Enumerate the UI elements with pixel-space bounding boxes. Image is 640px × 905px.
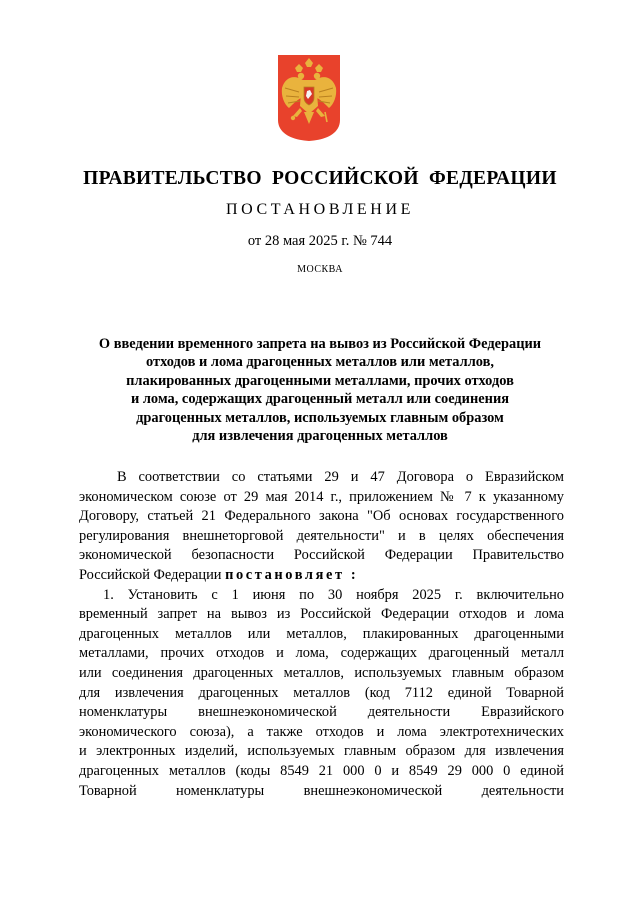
subject-line: отходов и лома драгоценных металлов или металлов, [146,354,494,371]
preamble-line: регулирования внешнеторговой деятельности" и в целях обеспечения [79,527,564,544]
document-subject [60,335,580,445]
preamble-line: В соответствии со статьями 29 и 47 Договора о Евразийском [117,469,564,485]
preamble-line: экономической безопасности Российской Федерации Правительство [79,547,564,564]
subject-line: для извлечения драгоценных металлов [192,428,448,445]
item-line: 1. Установить с 1 июня по 30 ноября 2025 г. включительно [103,586,564,603]
item-line: и электронных изделий, используемых главным образом для извлечения [79,743,564,760]
government-title: ПРАВИТЕЛЬСТВО РОССИЙСКОЙ ФЕДЕРАЦИИ [83,168,557,189]
document-body [79,468,564,801]
subject-line: О введении временного запрета на вывоз из Российской Федерации [98,336,542,352]
document-date-number: от 28 мая 2025 г. № 744 [247,233,393,249]
coat-of-arms-emblem [277,54,341,142]
item-line: Товарной номенклатуры внешнеэкономической деятельности [79,782,564,799]
item-line: для извлечения драгоценных металлов (код 7112 единой Товарной [79,684,564,701]
document-type: ПОСТАНОВЛЕНИЕ [226,201,414,218]
preamble-last-line [79,566,564,586]
item-line: временный запрет на вывоз из Российской Федерации отходов и лома [79,606,564,623]
subject-line: плакированных драгоценными металлами, прочих отходов [126,372,514,389]
resolves-word: постановляет : [225,566,359,583]
preamble-line: Российской Федерации [79,566,222,583]
preamble-line: Договору, статьей 21 Федерального закона "Об основах государственного [79,508,564,525]
item-line: номенклатуры внешнеэкономической деятельности Евразийского [79,704,564,721]
item-line: экономического союза), а также отходов и лома электротехнических [79,723,564,740]
item-line: драгоценных металлов или металлов, плакированных драгоценными [79,625,564,642]
item-line: или соединения драгоценных металлов, используемых главным образом [79,664,564,681]
document-city: МОСКВА [297,264,343,275]
preamble-line: экономическом союзе от 29 мая 2014 г., приложением № 7 к указанному [79,488,564,505]
item-line: металлами, прочих отходов и лома, содержащих драгоценный металл [79,645,564,662]
item-line: драгоценных металлов (коды 8549 21 000 0 и 8549 29 000 0 единой [79,762,564,779]
subject-line: драгоценных металлов, используемых главным образом [136,409,504,426]
subject-line: и лома, содержащих драгоценный металл или соединения [130,391,510,408]
